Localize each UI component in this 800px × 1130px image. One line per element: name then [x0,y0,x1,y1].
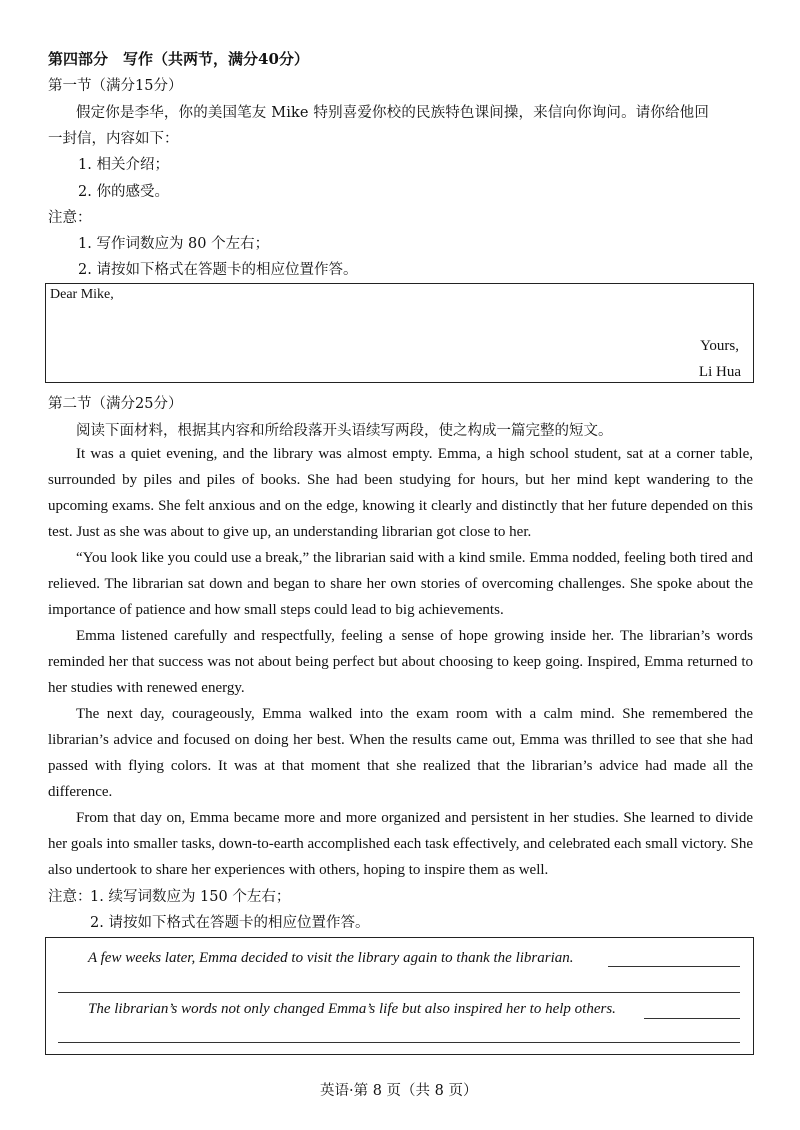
section2-note-1: 1. 续写词数应为 150 个左右； [90,889,291,905]
section1-note-1: 1. 写作词数应为 80 个左右； [78,236,270,252]
section1-note-label: 注意： [48,210,92,226]
starter-sentence-2: The librarian’s words not only changed Emma’s life but also inspired her to help others. [88,1001,616,1017]
page-footer: 英语·第 8 页（共 8 页） [320,1083,478,1099]
section1-item-2: 2. 你的感受。 [78,184,169,200]
writing-line [58,992,740,993]
story-paragraph-4: The next day, courageously, Emma walked into the exam room with a calm mind. She remembered the librarian’s advice and focused on doing her best. When the results came out, Emma was thrilled to see that she had passed with flying colors. It was at that moment that she realized that the librarian’s advice had made all the difference. [48,706,753,800]
section1-prompt-line2: 一封信，内容如下： [48,131,179,147]
letter-answer-box [45,283,754,383]
writing-line [608,966,740,967]
story-paragraph-2: “You look like you could use a break,” the librarian said with a kind smile. Emma nodded, feeling both tired and relieved. The librarian sat down and began to share her own stories of overcoming challenges. She spoke about the importance of patience and how small steps could lead to big achievements. [48,550,753,618]
section1-item-1: 1. 相关介绍； [78,157,169,173]
section1-note-2: 2. 请按如下格式在答题卡的相应位置作答。 [78,262,358,278]
story-paragraph-1: It was a quiet evening, and the library was almost empty. Emma, a high school student, sat at a corner table, surrounded by piles and piles of books. She had been studying for hours, but her mind kept wandering to the upcoming exams. She felt anxious and on the edge, knowing it clearly and distinctly that her future depended on this test. Just as she was about to give up, an understanding librarian got close to her. [48,446,753,540]
letter-greeting: Dear Mike, [50,287,114,302]
starter-sentence-1: A few weeks later, Emma decided to visit the library again to thank the librarian. [88,950,574,966]
section1-heading: 第一节（满分15分） [48,78,183,94]
story-text [48,441,753,883]
writing-line [644,1018,740,1019]
continuation-answer-box [45,937,754,1055]
section1-prompt-line1: 假定你是李华，你的美国笔友 Mike 特别喜爱你校的民族特色课间操，来信向你询问。请你给他回 [76,105,709,121]
section2-note-label: 注意： [48,889,92,905]
part-title: 第四部分 写作（共两节，满分40分） [48,50,309,68]
story-paragraph-5: From that day on, Emma became more and more organized and persistent in her studies. She learned to divide her goals into smaller tasks, down-to-earth accomplished each task effectively, and celebrated each small victory. She also undertook to share her experiences with others, hoping to inspire them as well. [48,810,754,878]
section2-note-2: 2. 请按如下格式在答题卡的相应位置作答。 [90,915,370,931]
letter-signature: Li Hua [698,364,741,380]
letter-closing: Yours, [700,338,739,354]
story-paragraph-3: Emma listened carefully and respectfully, feeling a sense of hope growing inside her. The librarian’s words reminded her that success was not about being perfect but about choosing to keep going. Inspired, Emma returned to her studies with renewed energy. [48,628,753,696]
section2-heading: 第二节（满分25分） [48,396,183,412]
section2-instruction: 阅读下面材料，根据其内容和所给段落开头语续写两段，使之构成一篇完整的短文。 [76,423,613,439]
writing-line [58,1042,740,1043]
